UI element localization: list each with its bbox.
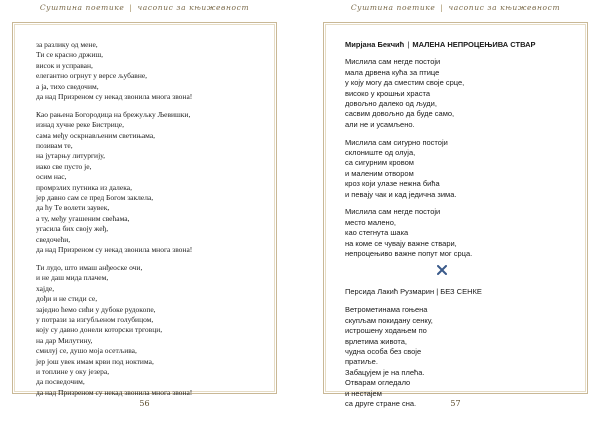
stanza	[345, 57, 586, 130]
poem-line: угасила бих своју жеђ,	[36, 224, 109, 234]
journal-subtitle: часопис за књижевност	[137, 3, 250, 12]
poem-line: и певају чак и кад једична зима.	[345, 189, 457, 199]
poem-line: и нестајем	[345, 388, 382, 398]
poem-line: позивам те,	[36, 141, 73, 151]
header-separator: |	[129, 3, 133, 12]
poem-title: БЕЗ СЕНКЕ	[440, 286, 482, 296]
journal-name: Суштина поетике	[39, 3, 125, 12]
poem-line: за разлику од мене,	[36, 40, 98, 49]
poem-line: промрзлих путника из далека,	[36, 182, 132, 192]
poem-line: Мислила сам негде постоји	[345, 57, 441, 67]
poem-line: са друге стране сна.	[345, 398, 417, 408]
heading-separator: |	[407, 40, 410, 49]
poem-line: у коју могу да сместим своје срце,	[345, 78, 465, 88]
poem-line: елегантно огрнут у версе љубавне,	[36, 71, 148, 81]
poem-line: истрошену ходањем по	[345, 326, 427, 336]
stanza	[345, 305, 586, 409]
poem-line: довољно далеко од људи,	[345, 99, 437, 109]
poem-line: изнад хучне реке Бистрице,	[36, 120, 124, 130]
poem-line: смилуј се, душо моја осетљива,	[36, 346, 137, 356]
stanza	[36, 110, 275, 256]
poem-line: скупљам покидану сенку,	[345, 315, 433, 325]
poem-line: а ту, међу угашеним свећама,	[36, 213, 130, 223]
poem-line: на јутарњу литургију,	[36, 151, 106, 161]
poem-line: и маленим отвором	[345, 168, 414, 178]
stanza	[345, 138, 586, 200]
poem-line: Као рањена Богородица на брежуљку Љевишки,	[36, 109, 191, 119]
poem-line: иако све пусто је,	[36, 161, 92, 171]
poem-heading	[345, 40, 586, 50]
poem-line: а ја, тихо сведочим,	[36, 81, 99, 91]
poem-line: врлетима живота,	[345, 336, 407, 346]
poem-line: Мислила сам негде постоји	[345, 207, 441, 217]
poem-line: али не и усамљено.	[345, 119, 415, 129]
stanza	[36, 263, 275, 398]
poem-line: сведочећи,	[36, 234, 71, 244]
poem-line: јер давно сам се пред Богом заклела,	[36, 193, 154, 203]
poem-line: и топлине у оку језера,	[36, 366, 110, 376]
poem-line: Ти се красно држиш,	[36, 50, 104, 60]
poem-line: сасвим довољно да буде само,	[345, 109, 455, 119]
left-page	[2, 0, 287, 420]
poem-line: пратиље.	[345, 357, 378, 367]
poem-line: на коме се чувају важне ствари,	[345, 238, 457, 248]
stanza	[36, 40, 275, 102]
poem-line: у потрази за изгубљеном голубицом,	[36, 314, 154, 324]
poem-line: и не даш мида плачем,	[36, 273, 109, 283]
poem-line: као стегнута шака	[345, 228, 409, 238]
journal-subtitle: часопис за књижевност	[448, 3, 561, 12]
page-header	[313, 3, 598, 12]
poem-line: са сигурним кровом	[345, 158, 414, 168]
poem-line: склониште од олуја,	[345, 148, 416, 158]
poem-line: мала дрвена кућа за птице	[345, 67, 440, 77]
poem-author: Мирјана Бекчић	[345, 40, 405, 49]
journal-name: Суштина поетике	[350, 3, 436, 12]
poem-line: кроз који улазе нежна бића	[345, 179, 440, 189]
poem-title: МАЛЕНА НЕПРОЦЕЊИВА СТВАР	[412, 40, 536, 49]
page-number: 56	[139, 399, 150, 408]
poem-author: Персида Лакић Рузмарин	[345, 286, 435, 296]
poem-line: осим нас,	[36, 172, 67, 182]
poem-line: да посведочим,	[36, 377, 85, 387]
poem-line: коју су давно донели которски трговци,	[36, 325, 163, 335]
poem-line: висок и усправан,	[36, 60, 93, 70]
poem-line: да над Призреном су некад звонила многа звона!	[36, 92, 193, 102]
poem-line: да над Призреном су некад звонила многа звона!	[36, 245, 193, 255]
poem-line: високо у крошњи храста	[345, 88, 431, 98]
poem-line: сама међу оскрнављеним светињама,	[36, 130, 156, 140]
header-separator: |	[440, 3, 444, 12]
poem-line: заједно ћемо сићи у дубоке рудокопе,	[36, 304, 156, 314]
poem-line: чудна особа без своје	[345, 346, 422, 356]
poem-line: Отварам огледало	[345, 378, 411, 388]
poem-line: на дар Милутину,	[36, 335, 93, 345]
poems-body	[345, 40, 586, 417]
poem-line: Ветрометинама гоњена	[345, 305, 428, 315]
page-header	[2, 3, 287, 12]
heading-separator: |	[436, 286, 439, 296]
poem-line: непроцењиво важне попут мог срца.	[345, 249, 473, 259]
poem-line: Мислила сам сигурно постоји	[345, 137, 448, 147]
poem-line: јер још увек имам крви под ноктима,	[36, 356, 154, 366]
poem-heading	[345, 287, 586, 297]
poem-body	[36, 40, 275, 406]
poem-line: дођи и не стиди се,	[36, 294, 98, 304]
poem-line: место малено,	[345, 217, 396, 227]
poem-line: хајде,	[36, 283, 55, 293]
right-page	[313, 0, 598, 420]
poem-line: Ти лудо, што имаш анђеоске очи,	[36, 262, 143, 272]
cross-ornament-icon	[437, 265, 447, 275]
page-number: 57	[450, 399, 461, 408]
poem-line: да ћу Те волети заувек,	[36, 203, 110, 213]
stanza	[345, 207, 586, 259]
poem-line: да над Призреном су некад звонила многа звона!	[36, 387, 193, 397]
poem-line: Забацујем је на плећа.	[345, 367, 425, 377]
